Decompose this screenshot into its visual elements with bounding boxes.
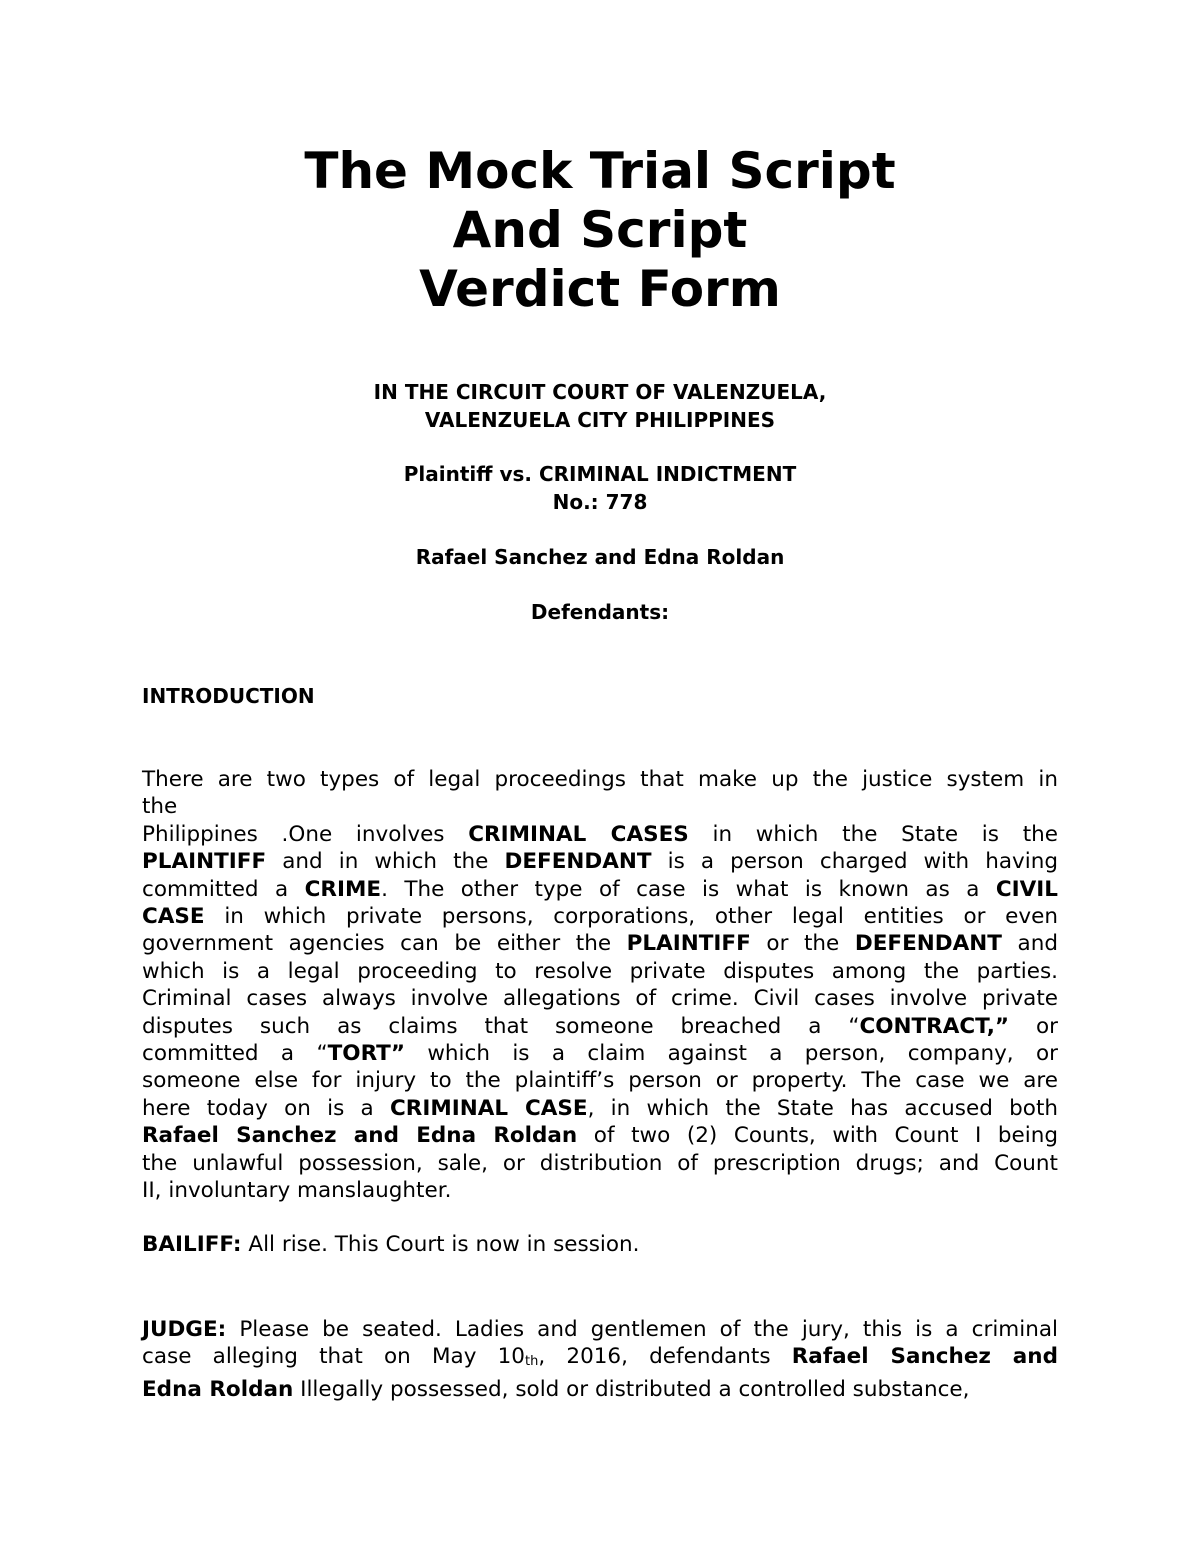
court-line-2: VALENZUELA CITY PHILIPPINES xyxy=(424,408,776,432)
bold-term: CONTRACT,” xyxy=(859,1013,1010,1039)
paragraph-line: CASE in which private persons, corporations, other legal entities or even xyxy=(142,904,1058,930)
bold-term: CIVIL xyxy=(995,876,1058,902)
case-caption xyxy=(0,460,1200,516)
bold-term: CRIMINAL CASES xyxy=(468,821,689,847)
case-number: No.: 778 xyxy=(552,490,648,514)
bold-term: PLAINTIFF xyxy=(626,931,751,957)
paragraph-line: Criminal cases always involve allegations of crime. Civil cases involve private xyxy=(142,986,1058,1012)
paragraph-line: someone else for injury to the plaintiff’s person or property. The case we are xyxy=(142,1068,1058,1094)
paragraph-line: government agencies can be either the PLAINTIFF or the DEFENDANT and xyxy=(142,931,1058,957)
title-line-3: Verdict Form xyxy=(419,260,781,318)
bold-term: CASE xyxy=(142,904,205,930)
court-caption xyxy=(0,378,1200,434)
bold-term: Rafael Sanchez and Edna Roldan xyxy=(142,1123,578,1149)
paragraph-line: There are two types of legal proceedings that make up the justice system in xyxy=(142,767,1058,792)
bold-term: DEFENDANT xyxy=(504,849,652,875)
bold-term: JUDGE: xyxy=(142,1317,227,1342)
paragraph-line: committed a “TORT” which is a claim against a person, company, or xyxy=(142,1041,1058,1067)
paragraph-line: here today on is a CRIMINAL CASE, in which the State has accused both xyxy=(142,1095,1058,1121)
title-line-2: And Script xyxy=(452,201,748,259)
paragraph-line: Philippines .One involves CRIMINAL CASES in which the State is the xyxy=(142,821,1058,847)
defendants-label: Defendants: xyxy=(530,600,670,624)
paragraph-line: Edna Roldan Illegally possessed, sold or distributed a controlled substance, xyxy=(142,1376,970,1402)
paragraph-line: which is a legal proceeding to resolve private disputes among the parties. xyxy=(142,958,1058,984)
paragraph-line: disputes such as claims that someone breached a “CONTRACT,” or xyxy=(142,1013,1058,1039)
court-line-1: IN THE CIRCUIT COURT OF VALENZUELA, xyxy=(373,380,827,404)
introduction-heading: INTRODUCTION xyxy=(142,684,315,708)
case-line-1: Plaintiff vs. CRIMINAL INDICTMENT xyxy=(403,462,797,486)
paragraph-line: the xyxy=(142,794,178,820)
ordinal-suffix: th xyxy=(525,1354,539,1370)
paragraph-line: Rafael Sanchez and Edna Roldan of two (2) Counts, with Count I being xyxy=(142,1123,1058,1149)
paragraph-line: the unlawful possession, sale, or distribution of prescription drugs; and Count xyxy=(142,1150,1058,1176)
paragraph-line: committed a CRIME. The other type of case is what is known as a CIVIL xyxy=(142,876,1058,902)
bold-term: Edna Roldan xyxy=(142,1376,294,1402)
paragraph-line: JUDGE: Please be seated. Ladies and gentlemen of the jury, this is a criminal xyxy=(142,1317,1058,1342)
document-title xyxy=(0,142,1200,319)
judge-statement xyxy=(142,1316,1058,1403)
bold-term: PLAINTIFF xyxy=(142,849,267,875)
bold-term: BAILIFF: xyxy=(142,1232,242,1257)
title-line-1: The Mock Trial Script xyxy=(304,142,896,200)
introduction-paragraph xyxy=(142,766,1058,1205)
bold-term: CRIMINAL CASE xyxy=(390,1095,588,1121)
paragraph-line: BAILIFF: All rise. This Court is now in session. xyxy=(142,1232,640,1257)
bold-term: CRIME xyxy=(304,876,382,902)
bold-term: DEFENDANT xyxy=(854,931,1002,957)
paragraph-line: case alleging that on May $10_{th}$, 2016, defendants Rafael Sanchez and xyxy=(142,1344,1059,1370)
bailiff-statement xyxy=(142,1231,1058,1258)
bold-term: TORT” xyxy=(327,1041,405,1067)
defendants-names: Rafael Sanchez and Edna Roldan xyxy=(415,545,785,569)
paragraph-line: PLAINTIFF and in which the DEFENDANT is a person charged with having xyxy=(142,849,1059,875)
paragraph-line: II, involuntary manslaughter. xyxy=(142,1178,452,1204)
bold-term: Rafael Sanchez and xyxy=(791,1344,1059,1370)
